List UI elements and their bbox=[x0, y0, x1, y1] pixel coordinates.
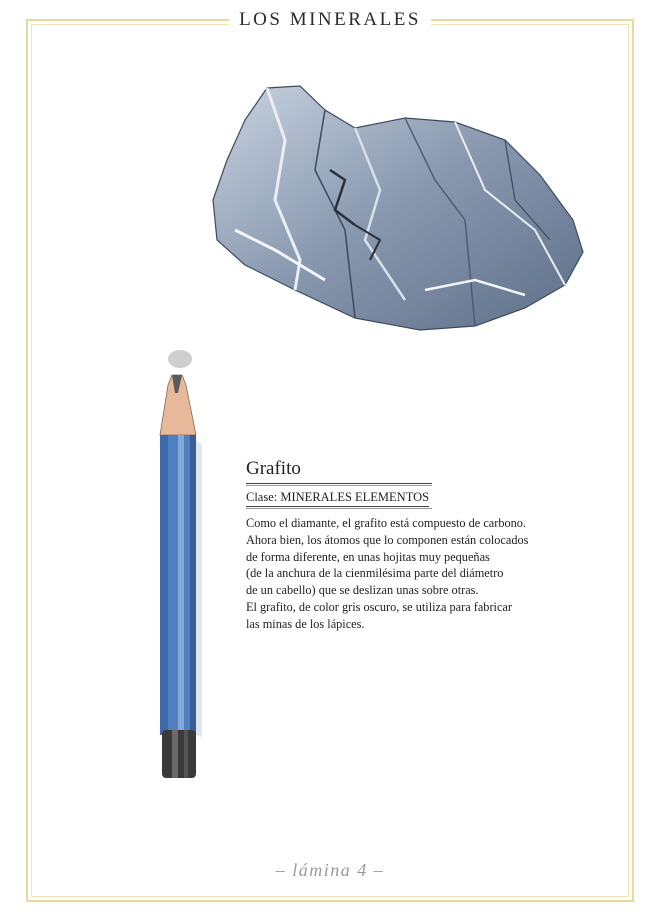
description-line: las minas de los lápices. bbox=[246, 616, 365, 631]
graphite-rock-illustration bbox=[205, 80, 590, 335]
mineral-class bbox=[246, 489, 429, 507]
pencil-illustration bbox=[148, 345, 208, 800]
mineral-description bbox=[246, 515, 556, 633]
description-line: (de la anchura de la cienmilésima parte del diámetro bbox=[246, 566, 504, 581]
page-title: LOS MINERALES bbox=[229, 8, 431, 32]
footer bbox=[0, 860, 660, 881]
plate-number: – lámina 4 – bbox=[268, 860, 393, 881]
class-label: Clase: bbox=[246, 490, 278, 504]
description-line: de forma diferente, en unas hojitas muy pequeñas bbox=[246, 549, 490, 564]
description-line: El grafito, de color gris oscuro, se utiliza para fabricar bbox=[246, 599, 512, 614]
header bbox=[0, 8, 660, 32]
class-divider bbox=[246, 508, 432, 509]
title-divider bbox=[246, 485, 432, 486]
mineral-name: Grafito bbox=[246, 458, 432, 484]
description-line: de un cabello) que se deslizan unas sobre otras. bbox=[246, 583, 479, 598]
class-value: MINERALES ELEMENTOS bbox=[280, 490, 430, 504]
description-line: Como el diamante, el grafito está compuesto de carbono. bbox=[246, 516, 527, 530]
mineral-info bbox=[246, 458, 556, 633]
description-line: Ahora bien, los átomos que lo componen están colocados bbox=[246, 532, 529, 547]
